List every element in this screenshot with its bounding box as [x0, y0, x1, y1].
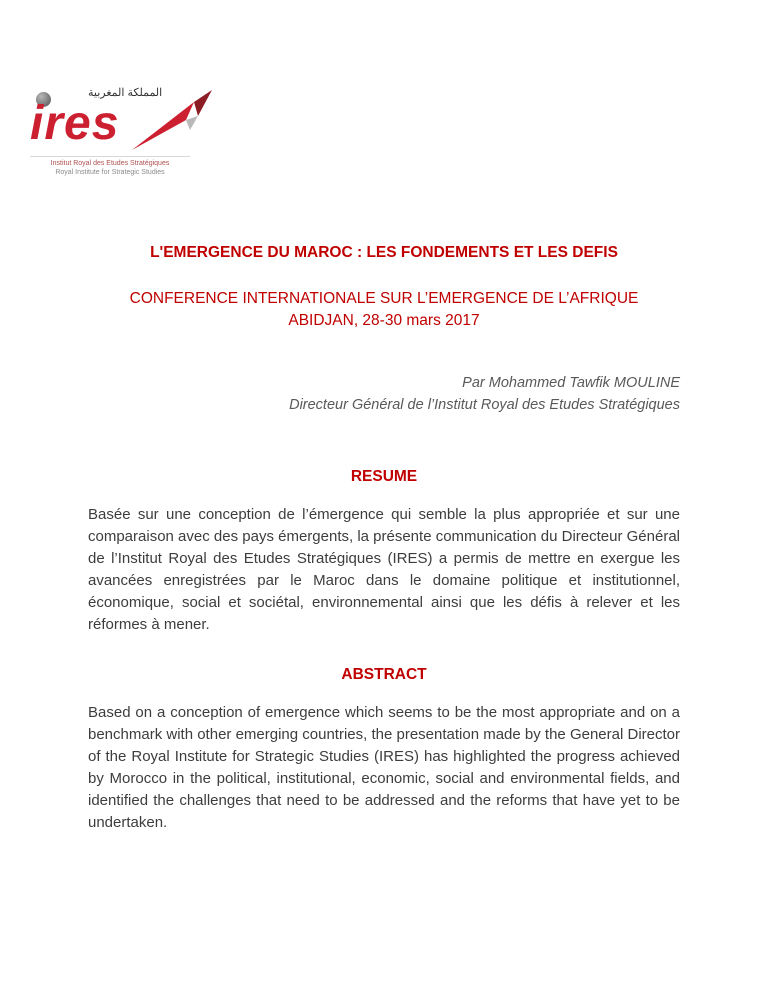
logo-arabic-text: المملكة المغربية — [88, 87, 163, 99]
conference-title-block — [88, 288, 680, 332]
resume-heading: RESUME — [350, 468, 418, 486]
conference-title-line2: ABIDJAN, 28-30 mars 2017 — [288, 312, 480, 330]
logo-brand-text: ires — [30, 97, 120, 150]
byline-role: Directeur Général de l’Institut Royal des Etudes Stratégiques — [289, 397, 680, 414]
byline-author: Par Mohammed Tawfik MOULINE — [462, 375, 680, 392]
document-content — [88, 0, 680, 849]
conference-title-line1: CONFERENCE INTERNATIONALE SUR L’EMERGENCE DE L’AFRIQUE — [129, 290, 639, 308]
abstract-heading: ABSTRACT — [341, 666, 427, 684]
logo-tagline-en: Royal Institute for Strategic Studies — [55, 169, 165, 176]
document-title: L'EMERGENCE DU MAROC : LES FONDEMENTS ET LES DEFIS — [150, 244, 618, 262]
byline — [88, 372, 680, 416]
logo-tagline-fr: Institut Royal des Etudes Stratégiques — [50, 160, 170, 167]
resume-paragraph: Basée sur une conception de l’émergence qui semble la plus appropriée et sur une comparaison avec des pays émergents, la présente communication du Directeur Général de l’Institut Royal des Etudes Stratégiques (IRES) a permis de mettre en exergue les avancées enregistrées par le Maroc dans le domaine politique et institutionnel, économique, social et sociétal, environnemental ainsi que les défis à relever et les réformes à mener. — [88, 506, 680, 634]
abstract-paragraph: Based on a conception of emergence which seems to be the most appropriate and on a benchmark with other emerging countries, the presentation made by the General Director of the Royal Institute for Strategic Studies (IRES) has highlighted the progress achieved by Morocco in the political, institutional, economic, social and environmental fields, and identified the challenges that need to be addressed and the reforms that have yet to be undertaken. — [88, 704, 680, 832]
